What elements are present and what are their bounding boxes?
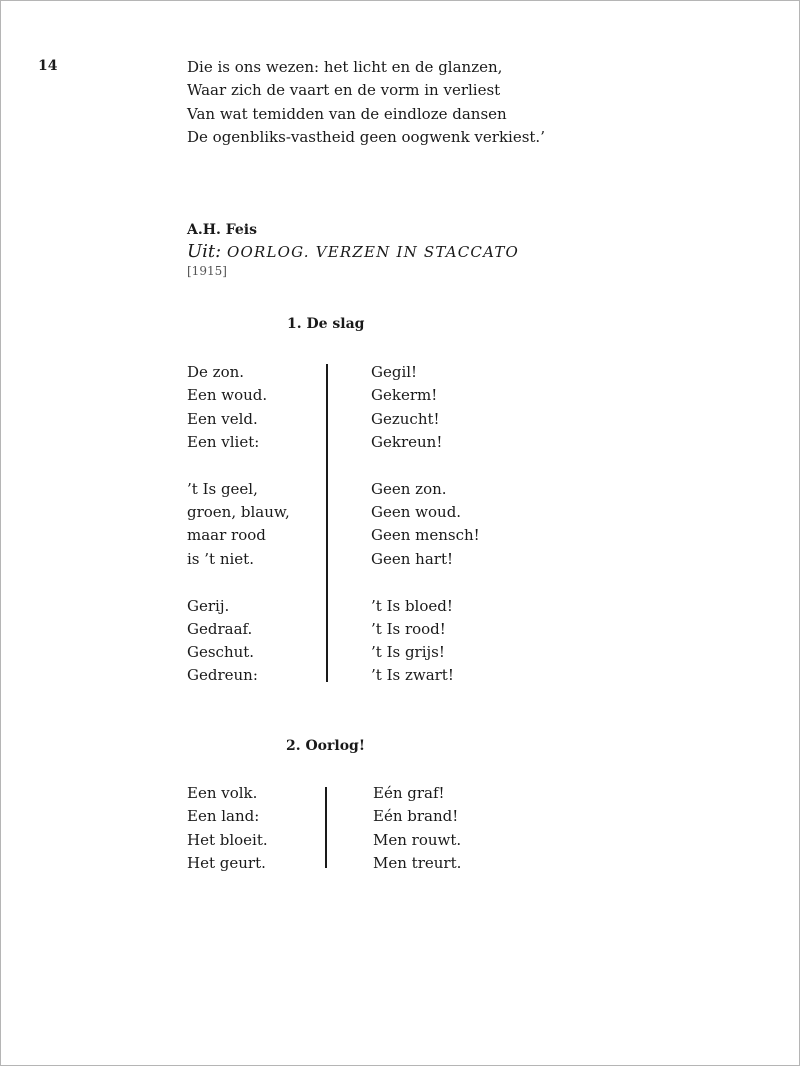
verse-line: Men treurt.: [373, 853, 462, 872]
verse-line: Waar zich de vaart en de vorm in verliest: [187, 81, 501, 100]
verse-line: Een volk.: [187, 784, 258, 802]
poem-title-text: OORLOG. VERZEN IN STACCATO: [226, 243, 520, 261]
verse-line: ’t Is rood!: [371, 619, 446, 638]
verse-line: Van wat temidden van de eindloze dansen: [187, 104, 507, 123]
left-column: [187, 361, 290, 688]
verse-line: De ogenbliks-vastheid geen oogwenk verkiest.’: [187, 127, 545, 146]
stanza-gap: [187, 454, 290, 478]
right-column: [371, 361, 480, 688]
column-divider: [326, 364, 328, 682]
poem-year: [1915]: [187, 264, 227, 278]
left-column: [187, 782, 268, 875]
poem-title-prefix: Uit:: [187, 241, 222, 262]
verse-line: Een veld.: [187, 409, 258, 428]
verse-line: Gerij.: [187, 596, 230, 615]
poem-author: A.H. Feis: [187, 222, 257, 238]
verse-line: Gekerm!: [371, 386, 438, 405]
section-heading: 1. De slag: [287, 316, 365, 332]
stanza-gap: [187, 571, 290, 595]
verse-line: Eén brand!: [373, 807, 459, 826]
stanza-gap: [371, 454, 480, 478]
verse-line: is ’t niet.: [187, 549, 254, 568]
verse-line: Gedraaf.: [187, 619, 253, 638]
verse-line: De zon.: [187, 363, 245, 381]
verse-line: Het geurt.: [187, 853, 266, 872]
verse-line: ’t Is geel,: [187, 479, 258, 498]
verse-line: Eén graf!: [373, 784, 445, 802]
verse-line: Gekreun!: [371, 432, 443, 451]
verse-line: groen, blauw,: [187, 503, 290, 522]
stanza-gap: [371, 571, 480, 595]
verse-line: Gegil!: [371, 363, 418, 381]
verse-line: Een woud.: [187, 386, 268, 405]
verse-line: Men rouwt.: [373, 830, 462, 849]
verse-line: Geen woud.: [371, 503, 462, 522]
page-number: 14: [38, 58, 58, 74]
verse-line: maar rood: [187, 526, 266, 545]
section-heading: 2. Oorlog!: [286, 738, 365, 754]
verse-line: Geschut.: [187, 643, 255, 662]
verse-line: Gedreun:: [187, 666, 258, 685]
right-column: [373, 782, 461, 875]
verse-line: Een vliet:: [187, 432, 260, 451]
verse-line: Een land:: [187, 807, 260, 826]
poem-title: [187, 241, 519, 262]
verse-line: Die is ons wezen: het licht en de glanzen,: [187, 58, 503, 76]
verse-line: Geen hart!: [371, 549, 453, 568]
column-divider: [325, 787, 327, 868]
intro-stanza: [187, 56, 545, 149]
verse-line: Gezucht!: [371, 409, 440, 428]
verse-line: Het bloeit.: [187, 830, 268, 849]
verse-line: Geen mensch!: [371, 526, 480, 545]
verse-line: ’t Is bloed!: [371, 596, 453, 615]
verse-line: Geen zon.: [371, 479, 447, 498]
verse-line: ’t Is grijs!: [371, 643, 445, 662]
verse-line: ’t Is zwart!: [371, 666, 454, 685]
